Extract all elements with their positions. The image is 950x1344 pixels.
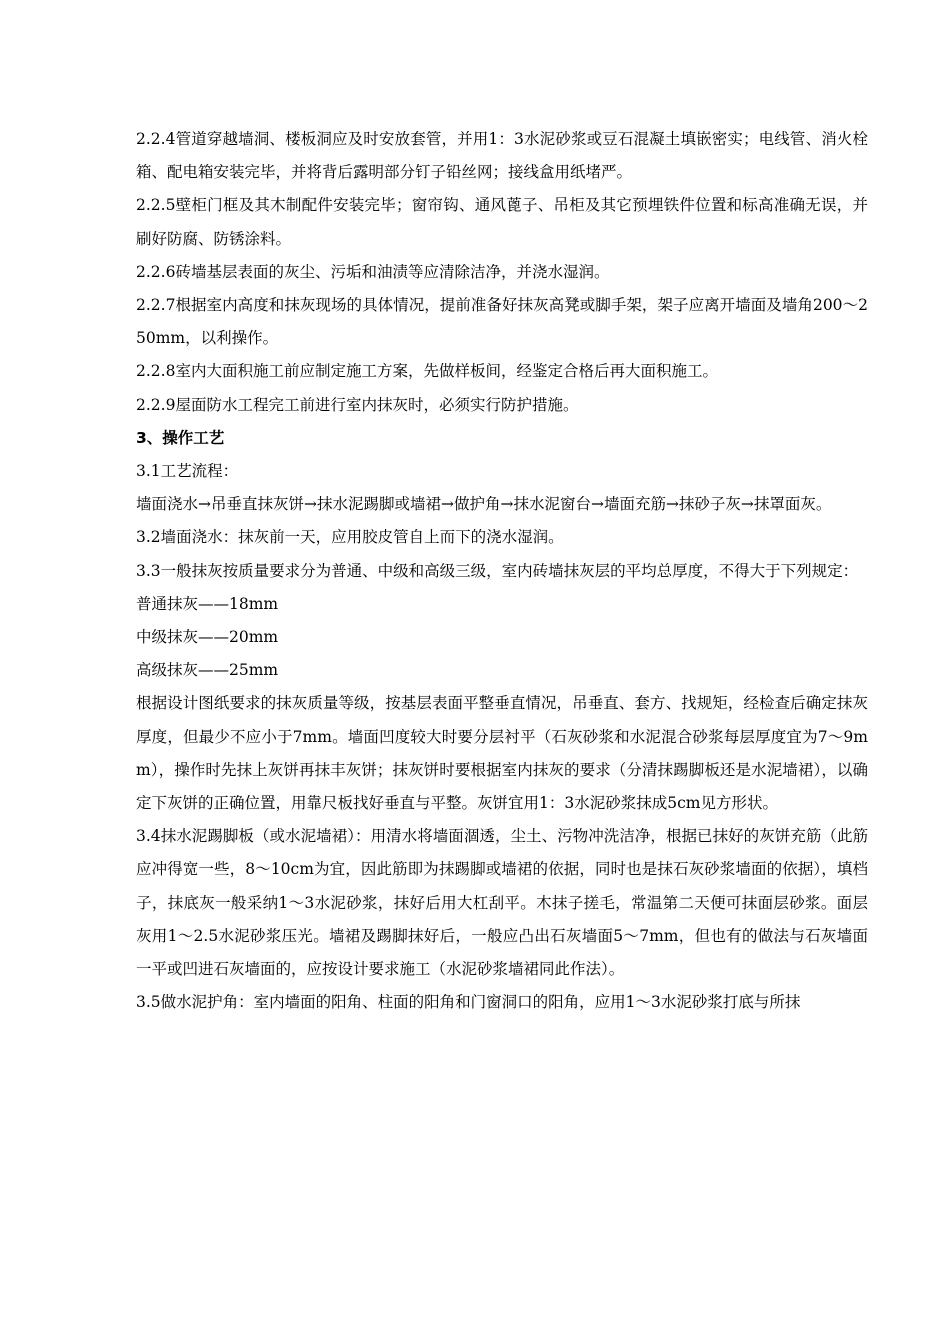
section-heading: 3、操作工艺 <box>136 428 225 447</box>
paragraph: 墙面浇水→吊垂直抹灰饼→抹水泥踢脚或墙裙→做护角→抹水泥窗台→墙面充筋→抹砂子灰→抹罩面灰。 <box>136 495 832 514</box>
paragraph: 中级抹灰——20mm <box>136 628 279 647</box>
paragraph: 2.2.7根据室内高度和抹灰现场的具体情况，提前准备好抹灰高凳或脚手架，架子应离开墙面及墙角200～250mm，以利操作。 <box>136 296 868 348</box>
paragraph: 3.5做水泥护角：室内墙面的阳角、柱面的阳角和门窗洞口的阳角，应用1～3水泥砂浆打底与所抹 <box>136 993 801 1012</box>
paragraph: 3.1工艺流程： <box>136 462 239 481</box>
paragraph: 2.2.5壁柜门框及其木制配件安装完毕；窗帘钩、通风蓖子、吊柜及其它预埋铁件位置和标高准确无误，并刷好防腐、防锈涂料。 <box>136 196 868 248</box>
paragraph: 高级抹灰——25mm <box>136 661 279 680</box>
paragraph: 根据设计图纸要求的抹灰质量等级，按基层表面平整垂直情况，吊垂直、套方、找规矩，经检查后确定抹灰厚度，但最少不应小于7mm。墙面凹度较大时要分层衬平（石灰砂浆和水泥混合砂浆每层厚度宜为7～9mm），操作时先抹上灰饼再抹丰灰饼；抹灰饼时要根据室内抹灰的要求（分清抹踢脚板还是水泥墙裙），以确定下灰饼的正确位置，用靠尺板找好垂直与平整。灰饼宜用1：3水泥砂浆抹成5cm见方形状。 <box>136 694 868 813</box>
paragraph: 3.2墙面浇水：抹灰前一天，应用胶皮管自上而下的浇水湿润。 <box>136 528 564 547</box>
document-body <box>136 123 868 1019</box>
paragraph: 2.2.4管道穿越墙洞、楼板洞应及时安放套管，并用1：3水泥砂浆或豆石混凝土填嵌密实；电线管、消火栓箱、配电箱安装完毕，并将背后露明部分钉子铅丝网；接线盒用纸堵严。 <box>136 130 868 182</box>
paragraph: 3.3一般抹灰按质量要求分为普通、中级和高级三级，室内砖墙抹灰层的平均总厚度，不得大于下列规定： <box>136 561 859 580</box>
paragraph: 2.2.9屋面防水工程完工前进行室内抹灰时，必须实行防护措施。 <box>136 395 579 414</box>
paragraph: 2.2.6砖墙基层表面的灰尘、污垢和油渍等应清除洁净，并浇水湿润。 <box>136 262 610 281</box>
paragraph: 普通抹灰——18mm <box>136 594 279 613</box>
paragraph: 3.4抹水泥踢脚板（或水泥墙裙）：用清水将墙面涸透，尘土、污物冲洗洁净，根据已抹好的灰饼充筋（此筋应冲得宽一些，8～10cm为宜，因此筋即为抹踢脚或墙裙的依据，同时也是抹石灰砂浆墙面的依据），填档子，抹底灰一般采纳1～3水泥砂浆，抹好后用大杠刮平。木抹子搓毛，常温第二天便可抹面层砂浆。面层灰用1～2.5水泥砂浆压光。墙裙及踢脚抹好后，一般应凸出石灰墙面5～7mm，但也有的做法与石灰墙面一平或凹进石灰墙面的，应按设计要求施工（水泥砂浆墙裙同此作法）。 <box>136 827 868 979</box>
paragraph: 2.2.8室内大面积施工前应制定施工方案，先做样板间，经鉴定合格后再大面积施工。 <box>136 362 718 381</box>
